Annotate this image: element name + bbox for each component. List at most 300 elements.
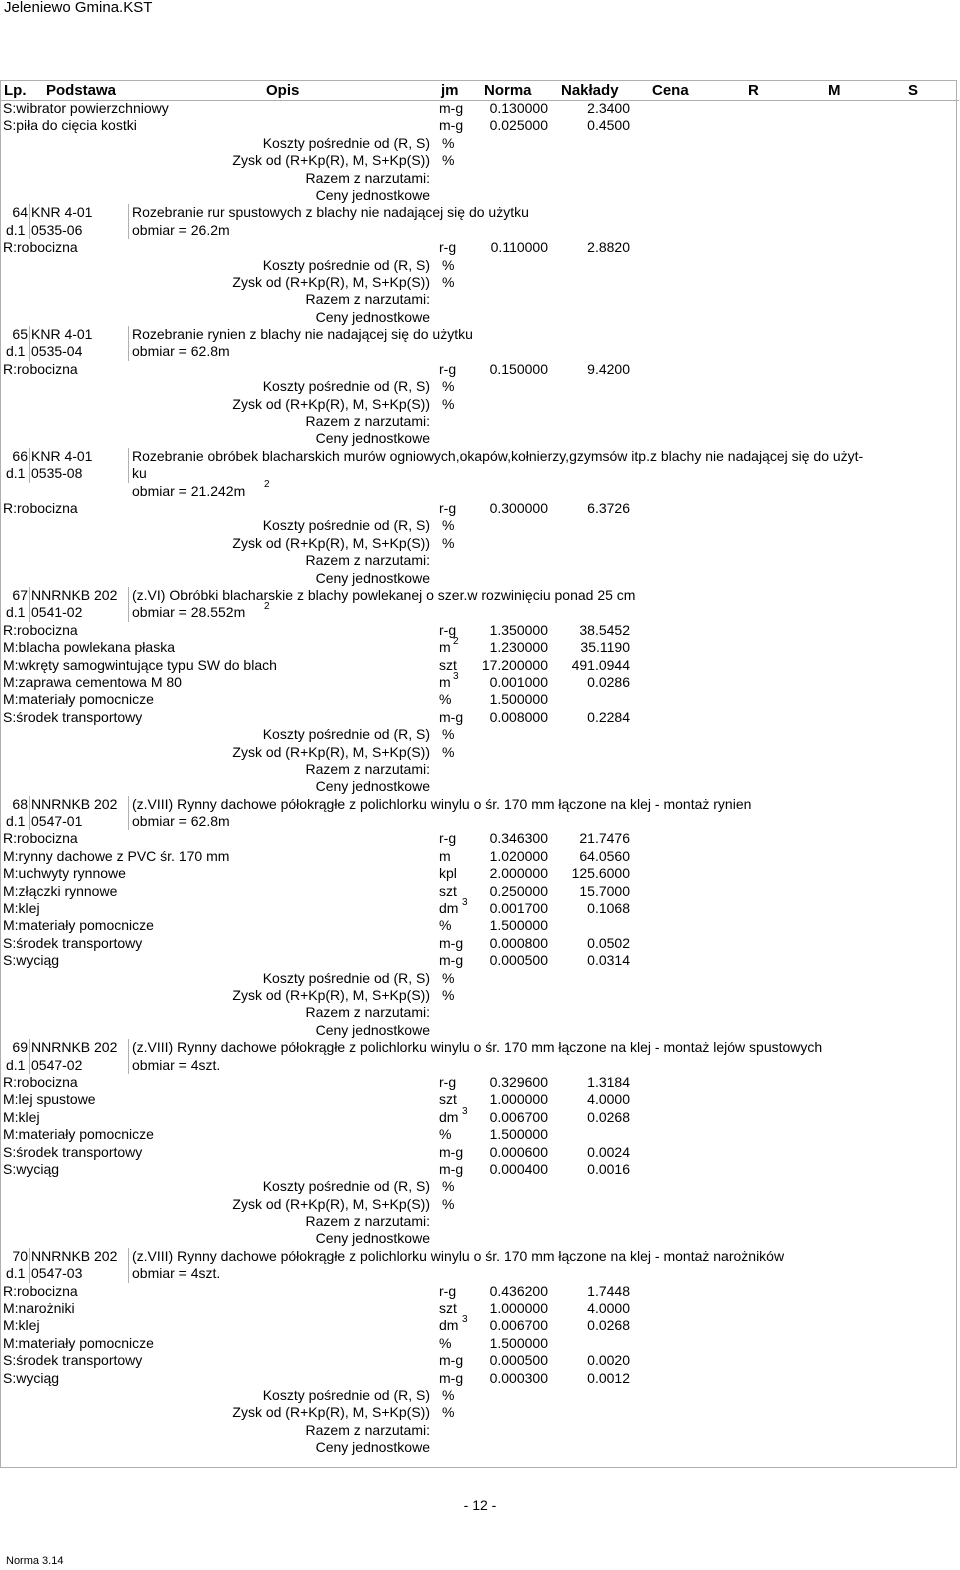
norm-value: 0.000500 [489,1352,548,1369]
summary-row-unit-prices [0,1022,957,1039]
document-title: Jeleniewo Gmina.KST [4,0,153,16]
resource-row [0,691,957,708]
resource-row: M:klej dm 0.001700 0.1068 3 [0,900,957,917]
resource-description: S:środek transportowy [3,934,143,951]
norm-value: 0.006700 [489,1317,548,1334]
norm-value: 0.001000 [489,673,548,690]
summary-row-total [0,1004,957,1021]
unit: m-g [439,100,464,116]
quantity-value: 15.7000 [579,882,630,899]
norm-value: 0.000300 [489,1369,548,1386]
summary-row-total [0,1213,957,1230]
position-basis-prefix: d.1 [6,221,26,238]
column-separator [128,204,129,239]
position-number: 69 [12,1039,28,1056]
position-quantity: obmiar = 21.242m [132,482,246,499]
resource-row [0,361,957,378]
unit: r-g [439,360,457,377]
resource-row [0,1335,957,1352]
position-basis-code: 0535-08 [31,465,83,482]
quantity-value: 0.0016 [587,1160,630,1177]
unit-prices-label: Ceny jednostkowe [315,778,430,795]
column-separator [29,448,30,483]
unit: m [439,673,451,690]
position-basis: NNRNKB 202 [31,586,118,603]
resource-row [0,1144,957,1161]
resource-row [0,917,957,934]
unit: m-g [439,1143,464,1160]
resource-row [0,830,957,847]
resource-row [0,935,957,952]
indirect-costs-label: Koszty pośrednie od (R, S) [262,1387,430,1404]
resource-description: M:materiały pomocnicze [3,917,154,934]
unit: m-g [439,1369,464,1386]
col-m: M [828,82,841,99]
resource-description: R:robocizna [3,621,78,638]
resource-row [0,1352,957,1369]
summary-row-indirect [0,1178,957,1195]
summary-row-indirect [0,257,957,274]
resource-row [0,100,957,117]
resource-description: S:piła do cięcia kostki [3,117,137,134]
column-separator [29,587,30,622]
percent-unit: % [442,534,455,551]
summary-row-indirect [0,1387,957,1404]
summary-row-unit-prices [0,778,957,795]
resource-row [0,1161,957,1178]
column-separator [128,1039,129,1074]
position-title: (z.VIII) Rynny dachowe półokrągłe z polichlorku winylu o śr. 170 mm łączone na klej - montaż rynien [132,795,752,812]
table-body [0,100,957,1457]
resource-row: M:klej dm 0.006700 0.0268 3 [0,1109,957,1126]
resource-description: R:robocizna [3,500,78,517]
position-basis-prefix: d.1 [6,1056,26,1073]
unit: m [439,639,451,656]
summary-row-profit [0,274,957,291]
resource-description: M:wkręty samogwintujące typu SW do blach [3,656,277,673]
col-podstawa: Podstawa [46,82,117,99]
norm-value: 0.025000 [489,117,548,134]
unit: m-g [439,1352,464,1369]
norm-value: 1.000000 [489,1300,548,1317]
quantity-value: 0.2284 [587,708,630,725]
resource-description: M:blacha powlekana płaska [3,639,175,656]
norm-value: 1.000000 [489,1091,548,1108]
position-header [0,326,957,361]
position-quantity: obmiar = 4szt. [132,1056,221,1073]
norm-value: 0.436200 [489,1282,548,1299]
norm-value: 0.150000 [489,360,548,377]
indirect-costs-label: Koszty pośrednie od (R, S) [262,726,430,743]
indirect-costs-label: Koszty pośrednie od (R, S) [262,517,430,534]
quantity-value: 1.7448 [587,1282,630,1299]
norm-value: 0.006700 [489,1108,548,1125]
col-s: S [908,82,919,99]
quantity-value: 0.0286 [587,673,630,690]
percent-unit: % [442,1387,455,1404]
norm-value: 0.110000 [490,239,548,256]
position-quantity: obmiar = 62.8m [132,343,230,360]
quantity-value: 9.4200 [587,360,630,377]
indirect-costs-label: Koszty pośrednie od (R, S) [262,256,430,273]
norm-value: 1.500000 [489,1126,548,1143]
percent-unit: % [442,1178,455,1195]
percent-unit: % [442,273,455,290]
quantity-value: 0.0314 [587,952,630,969]
summary-row-total [0,761,957,778]
norm-value: 0.329600 [489,1073,548,1090]
position-number: 70 [12,1247,28,1264]
resource-description: M:materiały pomocnicze [3,1126,154,1143]
resource-row [0,1091,957,1108]
unit: szt [439,1300,457,1317]
summary-row-profit [0,987,957,1004]
col-r: R [748,82,759,99]
resource-row [0,865,957,882]
position-basis: KNR 4-01 [31,204,93,221]
total-with-overheads-label: Razem z narzutami: [305,760,430,777]
col-jm: jm [441,82,459,99]
total-with-overheads-label: Razem z narzutami: [305,169,430,186]
unit: r-g [439,500,457,517]
resource-row [0,117,957,134]
position-number: 67 [12,586,28,603]
unit-prices-label: Ceny jednostkowe [315,569,430,586]
percent-unit: % [442,378,455,395]
quantity-value: 1.3184 [587,1073,630,1090]
unit: r-g [439,830,457,847]
unit: % [439,1126,452,1143]
software-version: Norma 3.14 [6,1555,64,1567]
unit: m-g [439,708,464,725]
profit-label: Zysk od (R+Kp(R), M, S+Kp(S)) [232,152,430,169]
summary-row-profit [0,1196,957,1213]
resource-row [0,1370,957,1387]
quantity-value: 0.0012 [587,1369,630,1386]
unit: m [439,847,451,864]
position-number: 66 [12,447,28,464]
position-quantity: obmiar = 26.2m [132,221,230,238]
percent-unit: % [442,1404,455,1421]
unit-prices-label: Ceny jednostkowe [315,186,430,203]
quantity-value: 64.0560 [579,847,630,864]
position-basis-prefix: d.1 [6,343,26,360]
indirect-costs-label: Koszty pośrednie od (R, S) [262,1178,430,1195]
position-basis-code: 0547-02 [31,1056,83,1073]
summary-row-profit [0,535,957,552]
column-separator [29,796,30,831]
resource-row [0,239,957,256]
position-number: 68 [12,795,28,812]
profit-label: Zysk od (R+Kp(R), M, S+Kp(S)) [232,273,430,290]
norm-value: 1.500000 [489,691,548,708]
position-number: 65 [12,326,28,343]
summary-row-profit [0,1404,957,1421]
position-basis-code: 0547-01 [31,813,83,830]
position-title: Rozebranie obróbek blacharskich murów ogniowych,okapów,kołnierzy,gzymsów itp.z blachy nie nadającej się do użyt- [132,447,864,464]
resource-description: M:złączki rynnowe [3,882,118,899]
quantity-value: 0.0502 [587,934,630,951]
resource-row [0,848,957,865]
unit: dm [439,900,459,917]
position-header [0,204,957,239]
summary-row-unit-prices [0,430,957,447]
summary-row-profit [0,152,957,169]
column-separator [128,796,129,831]
summary-row-total [0,1422,957,1439]
profit-label: Zysk od (R+Kp(R), M, S+Kp(S)) [232,1195,430,1212]
resource-row [0,1074,957,1091]
total-with-overheads-label: Razem z narzutami: [305,552,430,569]
resource-description: R:robocizna [3,1073,78,1090]
resource-description: R:robocizna [3,239,78,256]
quantity-value: 491.0944 [571,656,630,673]
position-basis-prefix: d.1 [6,604,26,621]
percent-unit: % [442,256,455,273]
profit-label: Zysk od (R+Kp(R), M, S+Kp(S)) [232,987,430,1003]
summary-row-total [0,413,957,430]
norm-value: 0.000600 [489,1143,548,1160]
position-basis-code: 0547-03 [31,1265,83,1282]
unit: % [439,917,452,934]
position-title: (z.VI) Obróbki blacharskie z blachy powlekanej o szer.w rozwinięciu ponad 25 cm [132,586,636,603]
norm-value: 1.500000 [489,917,548,934]
resource-description: M:klej [3,1108,40,1125]
quantity-value: 0.4500 [587,117,630,134]
column-separator [29,1039,30,1074]
quantity-value: 6.3726 [587,500,630,517]
position-title: Rozebranie rynien z blachy nie nadającej się do użytku [132,326,473,343]
quantity-value: 21.7476 [579,830,630,847]
unit: r-g [439,1282,457,1299]
summary-row-indirect [0,517,957,534]
col-cena: Cena [652,82,689,99]
column-separator [29,1248,30,1283]
page-number: - 12 - [463,1497,497,1513]
summary-row-unit-prices [0,1230,957,1247]
profit-label: Zysk od (R+Kp(R), M, S+Kp(S)) [232,1404,430,1421]
summary-row-indirect [0,135,957,152]
col-norma: Norma [484,82,532,99]
quantity-value: 38.5452 [579,621,630,638]
quantity-value: 4.0000 [587,1300,630,1317]
unit-prices-label: Ceny jednostkowe [315,1230,430,1247]
percent-unit: % [442,152,455,169]
indirect-costs-label: Koszty pośrednie od (R, S) [262,134,430,151]
resource-description: M:lej spustowe [3,1091,96,1108]
column-separator [128,448,129,483]
resource-description: S:wyciąg [3,1369,60,1386]
resource-row: M:zaprawa cementowa M 80 m 0.001000 0.0286 3 [0,674,957,691]
norm-value: 0.008000 [489,708,548,725]
column-separator [29,204,30,239]
total-with-overheads-label: Razem z narzutami: [305,291,430,308]
unit: szt [439,656,457,673]
unit: dm [439,1317,459,1334]
position-title: (z.VIII) Rynny dachowe półokrągłe z polichlorku winylu o śr. 170 mm łączone na klej - montaż lejów spustowych [132,1039,823,1056]
position-header [0,796,957,831]
resource-row [0,657,957,674]
position-quantity: obmiar = 28.552m [132,604,246,621]
resource-description: S:wyciąg [3,952,60,969]
indirect-costs-label: Koszty pośrednie od (R, S) [262,969,430,986]
summary-row-unit-prices [0,570,957,587]
summary-row-total [0,552,957,569]
position-quantity: obmiar = 4szt. [132,1265,221,1282]
quantity-value: 0.0024 [587,1143,630,1160]
position-header [0,1248,957,1283]
resource-row [0,952,957,969]
percent-unit: % [442,517,455,534]
summary-row-total [0,170,957,187]
unit: r-g [439,1073,457,1090]
resource-description: M:klej [3,900,40,917]
unit: m-g [439,117,464,134]
position-header: 67 NNRNKB 202 (z.VI) Obróbki blacharskie z blachy powlekanej o szer.w rozwinięciu ponad 25 cm d.1 0541-02 obmiar = 28.552m 2 [0,587,957,622]
position-basis: NNRNKB 202 [31,795,118,812]
resource-description: R:robocizna [3,360,78,377]
unit: szt [439,882,457,899]
norm-value: 0.000800 [489,934,548,951]
quantity-value: 0.0268 [587,1108,630,1125]
total-with-overheads-label: Razem z narzutami: [305,1004,430,1021]
position-basis: NNRNKB 202 [31,1039,118,1056]
position-basis-code: 0541-02 [31,604,83,621]
resource-description: M:narożniki [3,1300,75,1317]
unit-prices-label: Ceny jednostkowe [315,1021,430,1038]
quantity-value: 0.0020 [587,1352,630,1369]
resource-description: M:zaprawa cementowa M 80 [3,673,182,690]
norm-value: 0.250000 [489,882,548,899]
unit: dm [439,1108,459,1125]
resource-description: S:środek transportowy [3,1352,143,1369]
quantity-value: 0.1068 [587,900,630,917]
percent-unit: % [442,987,455,1003]
norm-value: 1.350000 [489,621,548,638]
resource-row: M:klej dm 0.006700 0.0268 3 [0,1317,957,1334]
unit-prices-label: Ceny jednostkowe [315,430,430,447]
summary-row-indirect [0,726,957,743]
quantity-value: 125.6000 [571,865,630,882]
norm-value: 0.130000 [489,100,548,116]
column-separator [128,1248,129,1283]
position-basis-prefix: d.1 [6,465,26,482]
profit-label: Zysk od (R+Kp(R), M, S+Kp(S)) [232,534,430,551]
position-title: (z.VIII) Rynny dachowe półokrągłe z polichlorku winylu o śr. 170 mm łączone na klej - montaż narożników [132,1247,785,1264]
resource-description: S:wibrator powierzchniowy [3,100,169,116]
position-number: 64 [12,204,28,221]
summary-row-unit-prices [0,1439,957,1456]
resource-description: M:materiały pomocnicze [3,1334,154,1351]
resource-row [0,500,957,517]
resource-description: S:wyciąg [3,1160,60,1177]
summary-row-indirect [0,378,957,395]
profit-label: Zysk od (R+Kp(R), M, S+Kp(S)) [232,743,430,760]
position-quantity: obmiar = 62.8m [132,813,230,830]
percent-unit: % [442,134,455,151]
unit: m-g [439,934,464,951]
position-basis-code: 0535-04 [31,343,83,360]
position-basis: KNR 4-01 [31,447,93,464]
resource-row [0,622,957,639]
norm-value: 17.200000 [481,656,548,673]
quantity-value: 2.3400 [587,100,630,116]
position-header [0,1039,957,1074]
summary-row-profit [0,396,957,413]
unit: szt [439,1091,457,1108]
unit: kpl [439,865,457,882]
position-header: 66 KNR 4-01 Rozebranie obróbek blacharskich murów ogniowych,okapów,kołnierzy,gzymsów itp.z blachy nie nadającej się do użyt- d.1 0535-08 ku obmiar = 21.242m 2 [0,448,957,500]
norm-value: 1.500000 [489,1334,548,1351]
column-separator [29,326,30,361]
resource-description: R:robocizna [3,1282,78,1299]
percent-unit: % [442,969,455,986]
norm-value: 0.001700 [489,900,548,917]
quantity-value: 2.8820 [587,239,630,256]
summary-row-total [0,291,957,308]
position-title: Rozebranie rur spustowych z blachy nie nadającej się do użytku [132,204,529,221]
quantity-value: 4.0000 [587,1091,630,1108]
norm-value: 0.300000 [489,500,548,517]
resource-row [0,1300,957,1317]
percent-unit: % [442,726,455,743]
unit: m-g [439,952,464,969]
quantity-value: 35.1190 [580,639,630,656]
summary-row-profit [0,744,957,761]
summary-row-unit-prices [0,309,957,326]
unit-prices-label: Ceny jednostkowe [315,308,430,325]
resource-row [0,1283,957,1300]
resource-description: S:środek transportowy [3,708,143,725]
resource-description: M:uchwyty rynnowe [3,865,126,882]
norm-value: 0.346300 [489,830,548,847]
resource-description: R:robocizna [3,830,78,847]
position-basis-prefix: d.1 [6,813,26,830]
resource-row [0,709,957,726]
percent-unit: % [442,1195,455,1212]
norm-value: 0.000500 [489,952,548,969]
summary-row-indirect [0,970,957,987]
quantity-value: 0.0268 [587,1317,630,1334]
col-lp: Lp. [4,82,27,99]
position-basis: KNR 4-01 [31,326,93,343]
unit: r-g [439,621,457,638]
profit-label: Zysk od (R+Kp(R), M, S+Kp(S)) [232,395,430,412]
position-basis: NNRNKB 202 [31,1247,118,1264]
resource-description: M:rynny dachowe z PVC śr. 170 mm [3,847,230,864]
indirect-costs-label: Koszty pośrednie od (R, S) [262,378,430,395]
position-title-cont: ku [132,465,147,482]
unit: m-g [439,1160,464,1177]
total-with-overheads-label: Razem z narzutami: [305,413,430,430]
percent-unit: % [442,395,455,412]
unit: % [439,1334,452,1351]
norm-value: 1.230000 [489,639,548,656]
column-separator [128,326,129,361]
percent-unit: % [442,743,455,760]
norm-value: 1.020000 [489,847,548,864]
column-separator [128,587,129,622]
position-basis-code: 0535-06 [31,221,83,238]
col-naklady: Nakłady [561,82,619,99]
resource-description: S:środek transportowy [3,1143,143,1160]
unit: r-g [439,239,457,256]
total-with-overheads-label: Razem z narzutami: [305,1213,430,1230]
resource-row [0,1126,957,1143]
position-basis-prefix: d.1 [6,1265,26,1282]
resource-row: M:blacha powlekana płaska m 1.230000 35.1190 2 [0,639,957,656]
unit: % [439,691,452,708]
